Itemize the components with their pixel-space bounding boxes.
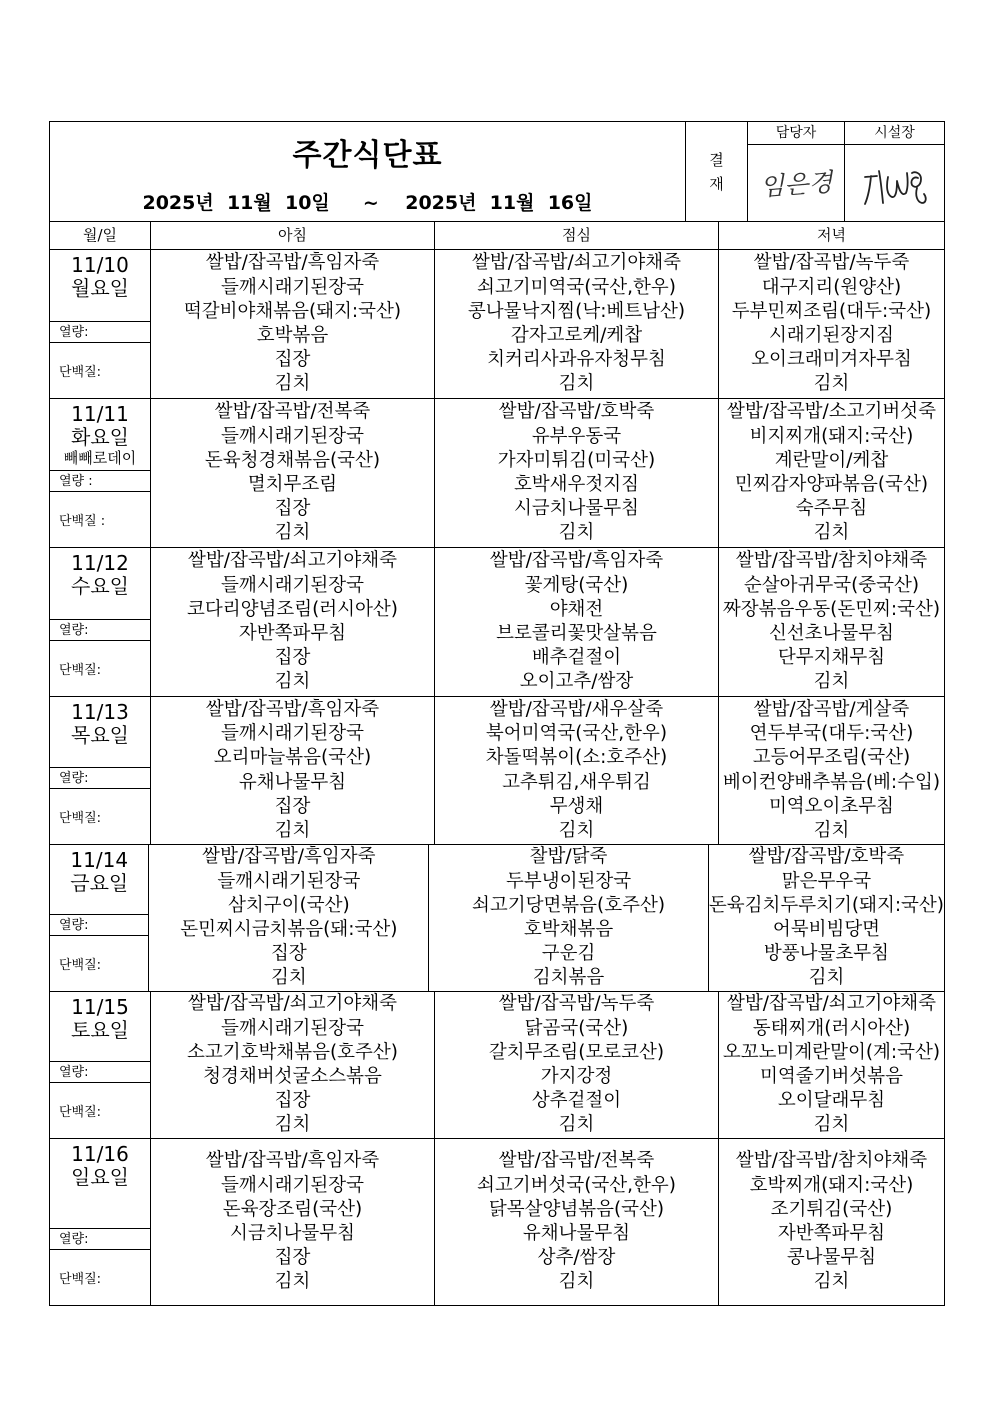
menu-item: 김치 [274,373,311,395]
menu-item: 방풍나물초무침 [763,943,889,965]
menu-item: 대구지리(원양산) [761,276,902,298]
weekday-label: 일요일 [71,1165,129,1189]
day-row [50,992,944,1139]
menu-item: 돈육김치두루치기(돼지:국산) [708,894,945,916]
weekday-label: 수요일 [71,574,129,598]
menu-item: 감자고로케/케찹 [510,325,643,346]
kcal-label: 열량: [50,1228,150,1250]
menu-item: 김치 [274,522,311,544]
day-row [50,399,944,548]
lunch-cell [435,548,719,696]
lunch-cell [435,399,719,547]
menu-item: 계란말이/케찹 [774,449,889,471]
menu-item: 무생채 [549,795,604,817]
menu-item: 돈육청경채볶음(국산) [204,449,381,471]
menu-item: 집장 [274,498,311,520]
breakfast-cell [151,992,435,1138]
menu-item: 쇠고기버섯국(국산,한우) [476,1174,677,1196]
dinner-cell [719,992,944,1138]
approval-label [686,122,748,221]
kcal-label: 열량: [50,767,150,789]
menu-item: 청경채버섯굴소스볶음 [203,1066,382,1087]
lunch-cell [429,845,709,991]
menu-item: 김치 [813,522,850,544]
menu-item: 닭곰국(국산) [524,1017,629,1039]
lunch-cell [435,1139,719,1305]
menu-item: 맑은무우국 [781,870,872,892]
menu-item: 김치 [270,967,307,989]
menu-item: 숙주무침 [795,498,868,520]
menu-item: 집장 [270,943,307,965]
date-label: 11/12 [71,551,129,575]
menu-item: 연두부국(대두:국산) [749,723,914,745]
menu-item: 민찌감자양파볶음(국산) [734,474,929,495]
menu-item: 쌀밥/잡곡밥/새우살죽 [489,698,664,720]
menu-item: 쌀밥/잡곡밥/쇠고기야채죽 [187,993,398,1015]
day-row [50,250,944,399]
day-header [50,399,150,470]
menu-item: 쌀밥/잡곡밥/흑임자죽 [205,698,380,720]
date-label: 11/13 [71,700,129,724]
menu-item: 호박채볶음 [523,919,614,940]
day-cell [50,399,151,547]
day-row [50,845,944,992]
dinner-cell [709,845,944,991]
menu-item: 집장 [274,1247,311,1269]
menu-item: 쌀밥/잡곡밥/호박죽 [748,846,905,868]
menu-item: 야채전 [549,598,604,620]
menu-item: 쌀밥/잡곡밥/전복죽 [214,401,371,423]
menu-item: 고추튀김,새우튀김 [502,771,651,793]
menu-item: 유부우동국 [531,425,622,447]
menu-item: 집장 [274,647,311,669]
day-row [50,548,944,697]
menu-item: 차돌떡볶이(소:호주산) [485,747,668,769]
date-label: 11/16 [71,1142,129,1166]
kcal-label: 열량: [50,914,148,936]
approval-label-bottom: 재 [709,174,724,193]
period-range: 2025년 11월 10일 ~ 2025년 11월 16일 [142,192,593,214]
day-header [50,250,150,321]
breakfast-cell [151,548,435,696]
menu-item: 오이크래미겨자무침 [751,349,912,371]
column-header-row [50,222,944,250]
day-row [50,1139,944,1305]
menu-item: 상추/쌈장 [537,1247,616,1269]
menu-item: 찰밥/닭죽 [529,846,608,868]
breakfast-cell [151,250,435,398]
weekly-menu-sheet [49,121,945,1306]
manager-sign-box [748,145,844,221]
menu-item: 쌀밥/잡곡밥/전복죽 [498,1150,655,1172]
menu-item: 자반쪽파무침 [777,1223,886,1244]
day-header [50,697,150,767]
menu-item: 멸치무조림 [247,474,338,495]
menu-item: 김치 [808,967,845,989]
director-label: 시설장 [845,122,944,145]
menu-item: 김치 [558,522,595,544]
weekday-label: 월요일 [71,276,129,300]
menu-item: 유채나물무침 [522,1223,631,1244]
column-breakfast: 아침 [151,222,435,249]
breakfast-cell [149,845,429,991]
menu-item: 김치 [558,1271,595,1293]
menu-item: 쌀밥/잡곡밥/호박죽 [498,401,655,423]
lunch-cell [435,992,719,1138]
menu-item: 떡갈비야채볶음(돼지:국산) [183,300,402,322]
menu-item: 쇠고기미역국(국산,한우) [476,276,677,298]
weekday-label: 목요일 [71,723,129,747]
menu-item: 쌀밥/잡곡밥/흑임자죽 [489,550,664,572]
menu-item: 들깨시래기된장국 [221,1017,364,1039]
column-day: 월/일 [50,222,151,249]
menu-item: 구운김 [541,943,596,965]
menu-item: 돈육장조림(국산) [222,1198,363,1220]
menu-item: 오리마늘볶음(국산) [213,747,372,769]
date-label: 11/14 [70,848,129,872]
date-label: 11/10 [71,253,129,277]
menu-item: 김치 [813,1271,850,1293]
menu-item: 김치볶음 [532,967,605,989]
protein-label: 단백질: [59,958,102,973]
menu-item: 김치 [274,819,311,841]
day-cell [50,697,151,844]
lunch-cell [435,250,719,398]
menu-item: 삼치구이(국산) [228,894,350,916]
menu-item: 집장 [274,795,311,817]
kcal-label: 열량: [50,619,150,641]
approval-label-top: 결 [709,150,724,169]
column-lunch: 점심 [435,222,719,249]
breakfast-cell [151,399,435,547]
menu-item: 고등어무조림(국산) [752,747,911,769]
menu-item: 비지찌개(돼지:국산) [749,425,914,447]
protein-label: 단백질 : [59,514,106,529]
menu-item: 쌀밥/잡곡밥/쇠고기야채죽 [187,550,398,572]
menu-item: 상추겉절이 [531,1090,622,1112]
director-sign-box [845,145,944,221]
menu-item: 호박찌개(돼지:국산) [749,1174,914,1196]
dinner-cell [719,1139,944,1305]
event-label: 빼빼로데이 [63,449,137,467]
page-title: 주간식단표 [292,138,443,173]
menu-item: 들깨시래기된장국 [221,425,364,447]
kcal-label: 열량 : [50,470,150,492]
menu-item: 유채나물무침 [238,771,347,793]
lunch-cell [435,697,719,844]
menu-item: 조기튀김(국산) [770,1198,893,1220]
menu-item: 콩나물무침 [786,1247,877,1269]
menu-item: 쌀밥/잡곡밥/쇠고기야채죽 [471,252,682,274]
weekday-label: 토요일 [71,1018,129,1042]
dinner-cell [719,697,944,844]
menu-item: 콩나물낙지찜(낙:베트남산) [467,300,686,322]
menu-item: 꽃게탕(국산) [524,574,629,596]
menu-item: 김치 [558,819,595,841]
day-cell [50,992,151,1138]
menu-item: 순살아귀무국(중국산) [743,574,920,596]
menu-item: 시금치나물무침 [229,1223,356,1244]
breakfast-cell [151,1139,435,1305]
day-cell [50,250,151,398]
kcal-label: 열량: [50,321,150,343]
menu-item: 미역오이초무침 [768,795,895,817]
menu-item: 쌀밥/잡곡밥/참치야채죽 [735,550,928,572]
menu-item: 쌀밥/잡곡밥/쇠고기야채죽 [726,993,937,1015]
menu-item: 들깨시래기된장국 [217,870,361,892]
menu-item: 단무지채무침 [777,647,886,669]
menu-item: 들깨시래기된장국 [221,723,364,745]
menu-item: 집장 [274,349,311,371]
menu-item: 쌀밥/잡곡밥/흑임자죽 [205,1150,380,1172]
menu-item: 호박새우젓지짐 [513,474,640,495]
menu-item: 오이달래무침 [777,1090,886,1112]
title-block [50,122,686,221]
menu-item: 배추겉절이 [531,647,622,669]
header [50,122,944,222]
menu-item: 김치 [558,373,595,395]
menu-item: 시금치나물무침 [513,498,640,520]
menu-item: 닭목살양념볶음(국산) [488,1198,665,1220]
protein-label: 단백질: [59,1105,102,1120]
manager-sign-column [748,122,845,221]
protein-label: 단백질: [59,365,102,380]
menu-item: 김치 [813,671,850,693]
menu-item: 오꼬노미계란말이(계:국산) [722,1041,941,1063]
menu-item: 어묵비빔당면 [772,919,881,940]
menu-item: 코다리양념조림(러시아산) [186,598,399,620]
date-label: 11/15 [71,995,129,1019]
menu-item: 쌀밥/잡곡밥/게살죽 [753,698,910,720]
kcal-label: 열량: [50,1061,150,1083]
day-header [50,992,150,1061]
protein-label: 단백질: [59,1272,102,1287]
menu-item: 돈민찌시금치볶음(돼:국산) [180,919,398,940]
menu-item: 호박볶음 [256,325,329,346]
protein-label: 단백질: [59,811,102,826]
menu-item: 오이고추/쌈장 [519,671,634,693]
menu-item: 베이컨양배추볶음(베:수입) [722,771,941,793]
menu-item: 김치 [813,1114,850,1136]
menu-item: 가지강정 [540,1066,613,1087]
menu-rows [50,250,944,1305]
menu-item: 쌀밥/잡곡밥/참치야채죽 [735,1150,928,1172]
menu-item: 쌀밥/잡곡밥/소고기버섯죽 [726,401,937,423]
director-sign-column [845,122,944,221]
column-dinner: 저녁 [817,226,846,244]
menu-item: 쌀밥/잡곡밥/흑임자죽 [205,252,380,274]
menu-item: 쇠고기당면볶음(호주산) [471,894,666,916]
day-row [50,697,944,845]
menu-item: 집장 [274,1090,311,1112]
weekday-label: 금요일 [70,871,129,895]
menu-item: 김치 [813,373,850,395]
menu-item: 김치 [558,1114,595,1136]
menu-item: 들깨시래기된장국 [221,1174,364,1196]
menu-item: 소고기호박채볶음(호주산) [186,1041,399,1063]
menu-item: 쌀밥/잡곡밥/녹두죽 [753,252,910,274]
day-header [50,548,150,619]
weekday-label: 화요일 [71,425,129,449]
menu-item: 쌀밥/잡곡밥/흑임자죽 [202,846,376,868]
day-cell [50,548,151,696]
menu-item: 신선초나물무침 [768,623,895,644]
menu-item: 김치 [274,1114,311,1136]
director-signature [859,157,931,209]
day-header [50,845,148,914]
menu-item: 두부민찌조림(대두:국산) [731,300,932,322]
day-cell [50,1139,151,1305]
manager-label: 담당자 [748,122,844,145]
menu-item: 시래기된장지짐 [768,325,895,346]
day-header [50,1139,150,1228]
menu-item: 김치 [274,1271,311,1293]
menu-item: 자반쪽파무침 [238,623,347,644]
menu-item: 두부냉이된장국 [505,870,632,892]
dinner-cell [719,548,944,696]
manager-signature: 임은경 [758,167,834,202]
menu-item: 미역줄기버섯볶음 [760,1066,903,1087]
menu-item: 쌀밥/잡곡밥/녹두죽 [498,993,655,1015]
protein-label: 단백질: [59,663,102,678]
date-label: 11/11 [71,402,129,426]
day-cell [50,845,149,991]
menu-item: 갈치무조림(모로코산) [488,1041,665,1063]
menu-item: 김치 [274,671,311,693]
menu-item: 가자미튀김(미국산) [497,449,656,471]
dinner-cell [719,250,944,398]
menu-item: 짜장볶음우동(돈민찌:국산) [722,598,941,620]
menu-item: 브로콜리꽃맛살볶음 [496,623,657,644]
menu-item: 북어미역국(국산,한우) [485,723,668,745]
dinner-cell [719,399,944,547]
menu-item: 들깨시래기된장국 [221,276,364,298]
breakfast-cell [151,697,435,844]
menu-item: 김치 [813,819,850,841]
menu-item: 동태찌개(러시아산) [752,1017,911,1039]
menu-item: 들깨시래기된장국 [221,574,364,596]
menu-item: 치커리사과유자청무침 [487,349,666,371]
